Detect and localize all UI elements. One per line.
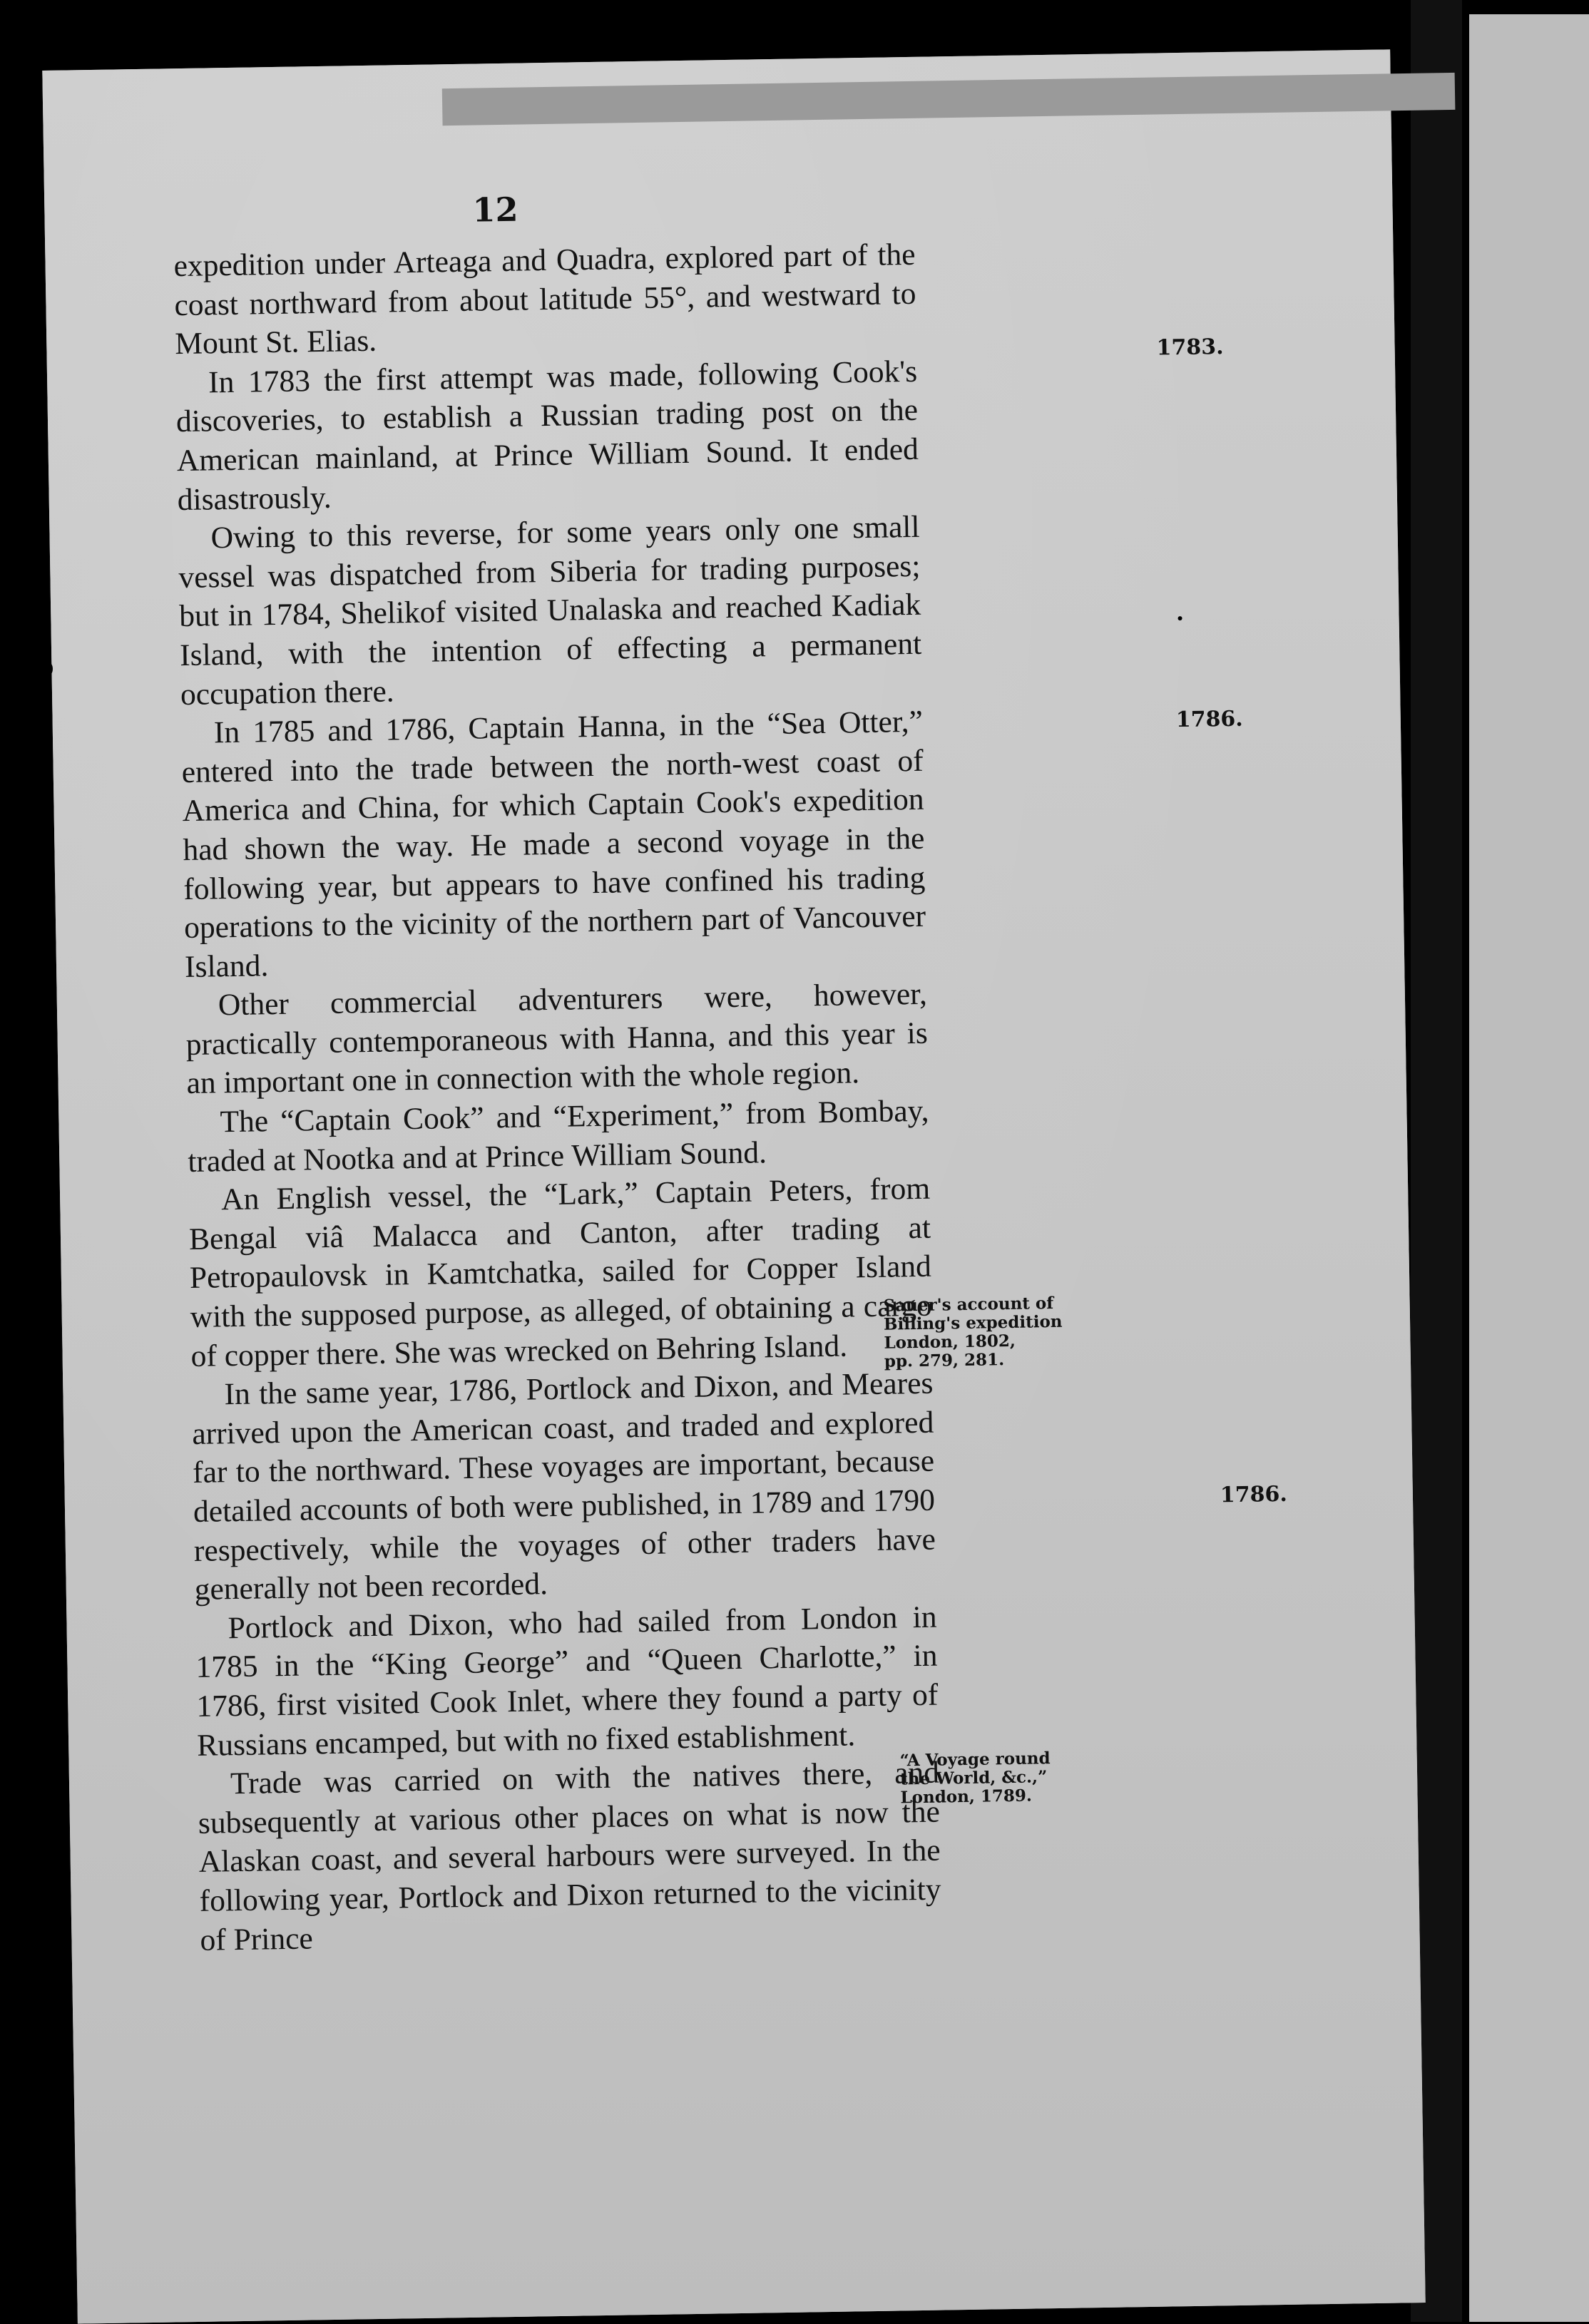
book-page [42,49,1425,2323]
paragraph: In the same year, 1786, Portlock and Dixon, and Meares arrived upon the American coast, and traded and explored far to the northward. These voyages are important, because detailed accounts of both were published, in 1789 and 1790 respectively, while the voyages of other traders have generally not been recorded. [191,1366,936,1607]
body-text [173,235,942,1960]
margin-year-1783: 1783. [1156,334,1224,361]
citation-line: pp. 279, 281. [884,1350,1005,1371]
margin-year-1786: 1786. [1175,706,1244,733]
edge-mark [47,1555,53,1565]
paragraph: The “Captain Cook” and “Experiment,” from Bombay, traded at Nootka and at Prince William Sound. [187,1093,929,1179]
citation-line: the World, &c.,” [899,1767,1048,1789]
edge-mark [47,663,53,675]
citation-line: “A Voyage round [899,1749,1051,1771]
citation-line: Billing's expedition [883,1311,1063,1334]
paragraph: An English vessel, the “Lark,” Captain Peters, from Bengal viâ Malacca and Canton, after trading at Petropaulovsk in Kamtchatka, sailed for Copper Island with the supposed purpose, as alleged, of obtaining a cargo of copper there. She was wrecked on Behring Island. [188,1171,933,1373]
paragraph: Owing to this reverse, for some years only one small vessel was dispatched from Siberia for trading purposes; but in 1784, Shelikof visited Unalaska and reached Kadiak Island, with the intention of effecting a permanent occupation there. [178,509,922,712]
citation-line: London, 1789. [900,1786,1033,1808]
citation-line: London, 1802, [884,1331,1016,1353]
print-speck [1178,616,1182,620]
paragraph: In 1785 and 1786, Captain Hanna, in the “Sea Otter,” entered into the trade between the north-west coast of America and China, for which Captain Cook's expedition had shown the way. He made a second voyage in the following year, but appears to have confined his trading operations to the vicinity of the northern part of Vancouver Island. [181,704,926,984]
page-top-shadow [442,73,1456,126]
margin-citation-voyage [899,1749,1114,1808]
paragraph: expedition under Arteaga and Quadra, explored part of the coast northward from about latitude 55°, and westward to Mount St. Elias. [173,237,916,362]
paragraph: Portlock and Dixon, who had sailed from London in 1785 in the “King George” and “Queen Charlotte,” in 1786, first visited Cook Inlet, where they found a party of Russians encamped, but with no fixed establishment. [195,1599,939,1763]
facing-page-edge [1469,14,1589,2322]
paragraph: Trade was carried on with the natives there, and subsequently at various other places on what is now the Alaskan coast, and several harbours were surveyed. In the following year, Portlock and Dixon returned to the vicinity of Prince [198,1755,941,1957]
paragraph: In 1783 the first attempt was made, following Cook's discoveries, to establish a Russian trading post on the American mainland, at Prince William Sound. It ended disastrously. [175,354,919,517]
citation-line: Sauer's account of [883,1293,1054,1316]
paragraph: Other commercial adventurers were, however, practically contemporaneous with Hanna, and this year is an important one in connection with the whole region. [185,976,929,1101]
margin-year-1786: 1786. [1220,1481,1288,1508]
page-number: 12 [472,190,518,230]
margin-citation-sauer [883,1294,1098,1371]
